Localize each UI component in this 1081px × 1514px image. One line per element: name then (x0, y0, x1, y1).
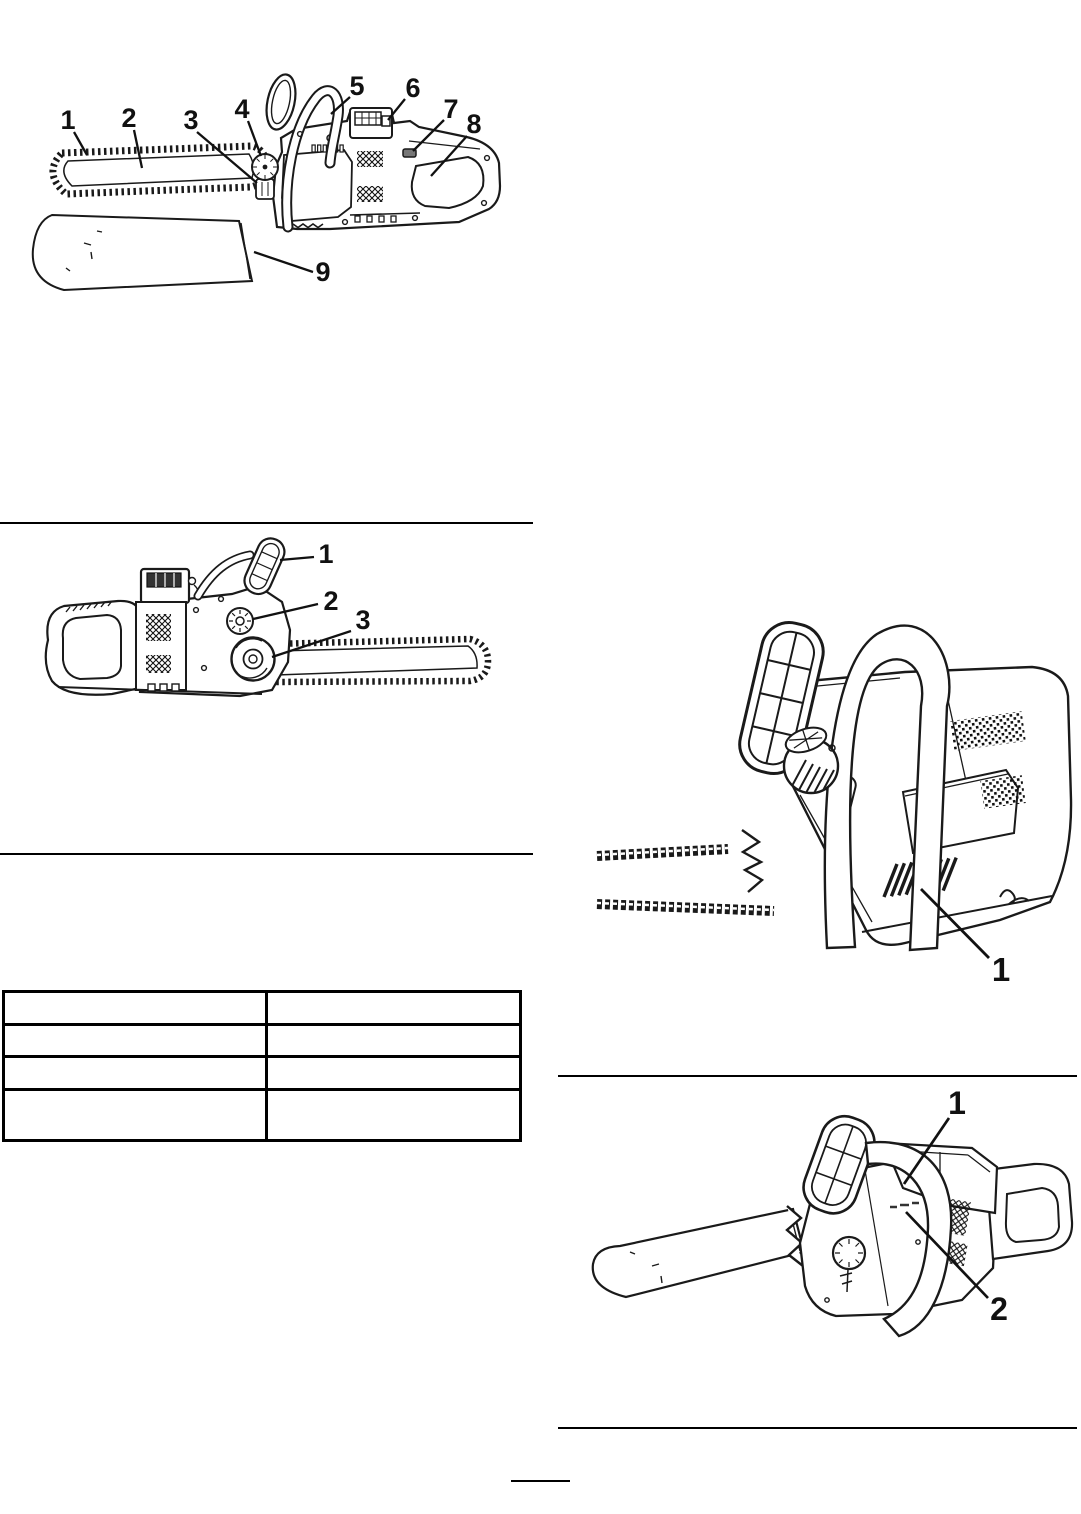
hand-guard-drawing (262, 72, 300, 132)
table-cell (4, 1025, 267, 1057)
figure-drive-side (0, 530, 540, 730)
callout-8: 8 (466, 109, 482, 139)
callout-5: 5 (349, 71, 365, 101)
section-divider (558, 1427, 1077, 1429)
callout-2: 2 (323, 586, 339, 616)
section-divider (0, 853, 533, 855)
callout-2: 2 (121, 103, 137, 133)
footer-divider (511, 1480, 570, 1482)
table-cell (4, 1057, 267, 1090)
figure-vent-closeup (556, 615, 1081, 1055)
scabbard-drawing (33, 215, 252, 290)
table-row (4, 1025, 521, 1057)
table-cell (267, 1090, 521, 1141)
callout-1: 1 (60, 105, 76, 135)
guide-bar-chain-drawing (267, 639, 488, 682)
section-divider (558, 1075, 1077, 1077)
saw-body-drawing (252, 72, 500, 229)
table-cell (267, 1025, 521, 1057)
figure-scabbard-view (556, 1085, 1081, 1345)
callout-9: 9 (315, 257, 331, 287)
table-cell (267, 1057, 521, 1090)
scabbard-drawing (593, 1209, 804, 1297)
callout-3: 3 (355, 605, 371, 635)
spec-table (2, 990, 522, 1142)
callout-3: 3 (183, 105, 199, 135)
table-cell (4, 1090, 267, 1141)
saw-body-drawing (46, 534, 290, 696)
table-cell (4, 992, 267, 1025)
figure-parts-overview (0, 60, 540, 300)
callout-6: 6 (405, 73, 421, 103)
section-divider (0, 522, 533, 524)
table-row (4, 1090, 521, 1141)
callout-7: 7 (443, 94, 459, 124)
callout-2: 2 (990, 1291, 1008, 1327)
table-cell (267, 992, 521, 1025)
callout-4: 4 (234, 94, 250, 124)
table-row (4, 992, 521, 1025)
callout-1: 1 (948, 1085, 966, 1121)
hand-guard-drawing (240, 534, 288, 598)
callout-1: 1 (991, 951, 1011, 988)
callout-1: 1 (318, 539, 334, 569)
table-row (4, 1057, 521, 1090)
